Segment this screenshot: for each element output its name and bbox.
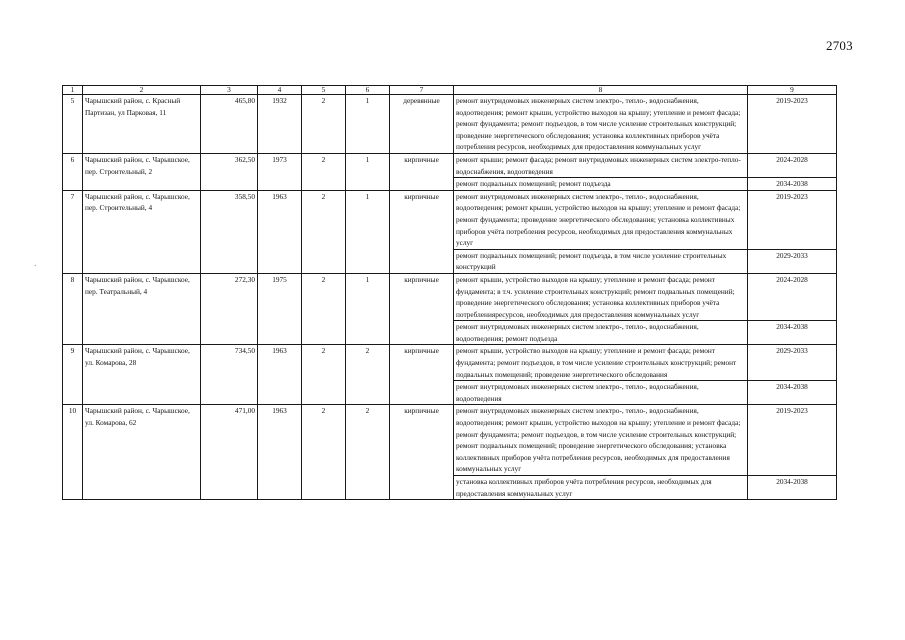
column-header: 5 xyxy=(302,86,346,95)
column-header: 6 xyxy=(346,86,390,95)
area-cell: 734,50 xyxy=(201,345,258,405)
row-number: 6 xyxy=(63,153,83,190)
year-cell: 1975 xyxy=(258,273,302,345)
period-cell: 2024-2028 xyxy=(748,153,837,177)
table-row xyxy=(63,190,837,249)
header-row xyxy=(63,86,837,95)
repair-works-cell: ремонт крыши, устройство выходов на крышу; утепление и ремонт фасада; ремонт фундамента; ремонт подъездов, в том числе усиление строительных конструкций; ремонт подвальных помещений; проведение энергетического обследования xyxy=(454,345,748,381)
area-cell: 471,00 xyxy=(201,405,258,500)
repair-works-cell: ремонт подвальных помещений; ремонт подъезда xyxy=(454,178,748,191)
floors-cell: 2 xyxy=(302,190,346,273)
repair-works-cell: ремонт внутридомовых инженерных систем электро-, тепло-, водоснабжения, водоотведения; ремонт подъезда xyxy=(454,321,748,345)
year-cell: 1963 xyxy=(258,190,302,273)
period-cell: 2019-2023 xyxy=(748,95,837,154)
column-header: 4 xyxy=(258,86,302,95)
address-cell: Чарышский район, с. Чарышское, пер. Строительный, 4 xyxy=(83,190,201,273)
row-number: 10 xyxy=(63,405,83,500)
row-number: 8 xyxy=(63,273,83,345)
period-cell: 2019-2023 xyxy=(748,190,837,249)
entrances-cell: 1 xyxy=(346,273,390,345)
year-cell: 1973 xyxy=(258,153,302,190)
area-cell: 358,50 xyxy=(201,190,258,273)
entrances-cell: 2 xyxy=(346,405,390,500)
row-number: 5 xyxy=(63,95,83,154)
margin-mark: . xyxy=(34,258,37,269)
floors-cell: 2 xyxy=(302,273,346,345)
entrances-cell: 1 xyxy=(346,190,390,273)
repair-works-cell: ремонт внутридомовых инженерных систем электро-, тепло-, водоснабжения, водоотведения; ремонт крыши, устройство выходов на крышу; утепление и ремонт фасада; ремонт фундамента; проведение энергетического обследования; установка коллективных приборов учёта потребления ресурсов, необходимых для предоставления коммунальных услуг xyxy=(454,190,748,249)
entrances-cell: 2 xyxy=(346,345,390,405)
column-header: 3 xyxy=(201,86,258,95)
table-row xyxy=(63,153,837,177)
period-cell: 2024-2028 xyxy=(748,273,837,320)
floors-cell: 2 xyxy=(302,95,346,154)
address-cell: Чарышский район, с. Чарышское, пер. Строительный, 2 xyxy=(83,153,201,190)
table-row xyxy=(63,405,837,476)
address-cell: Чарышский район, с. Чарышское, ул. Комарова, 28 xyxy=(83,345,201,405)
period-cell: 2029-2033 xyxy=(748,249,837,273)
column-header: 7 xyxy=(390,86,454,95)
year-cell: 1963 xyxy=(258,405,302,500)
repair-works-cell: установка коллективных приборов учёта потребления ресурсов, необходимых для предоставления коммунальных услуг xyxy=(454,476,748,500)
floors-cell: 2 xyxy=(302,345,346,405)
area-cell: 272,30 xyxy=(201,273,258,345)
floors-cell: 2 xyxy=(302,405,346,500)
repair-works-cell: ремонт крыши; ремонт фасада; ремонт внутридомовых инженерных систем электро-тепло-водоснабжения, водоотведения xyxy=(454,153,748,177)
table-row xyxy=(63,95,837,154)
column-header: 2 xyxy=(83,86,201,95)
year-cell: 1932 xyxy=(258,95,302,154)
period-cell: 2019-2023 xyxy=(748,405,837,476)
table-row xyxy=(63,273,837,320)
repair-works-cell: ремонт внутридомовых инженерных систем электро-, тепло-, водоснабжения, водоотведения; ремонт крыши, устройство выходов на крышу; утепление и ремонт фасада; ремонт фундамента; ремонт подъездов, в том числе усиление строительных конструкций; проведение энергетического обследования; установка коллективных приборов учёта потребления ресурсов, необходимых для предоставления коммунальных услуг xyxy=(454,95,748,154)
column-header: 8 xyxy=(454,86,748,95)
address-cell: Чарышский район, с. Чарышское, ул. Комарова, 62 xyxy=(83,405,201,500)
wall-material-cell: кирпичные xyxy=(390,405,454,500)
row-number: 7 xyxy=(63,190,83,273)
housing-repair-table xyxy=(62,85,837,500)
table-row xyxy=(63,345,837,381)
period-cell: 2034-2038 xyxy=(748,321,837,345)
column-header: 9 xyxy=(748,86,837,95)
wall-material-cell: кирпичные xyxy=(390,345,454,405)
repair-works-cell: ремонт крыши, устройство выходов на крышу; утепление и ремонт фасада; ремонт фундамента; в т.ч. усиление строительных конструкций; ремонт подвальных помещений; проведение энергетического обследования; установка коллективных приборов учёта потребленияресурсов, необходимых для предоставления коммунальных услуг xyxy=(454,273,748,320)
area-cell: 362,50 xyxy=(201,153,258,190)
year-cell: 1963 xyxy=(258,345,302,405)
repair-works-cell: ремонт подвальных помещений; ремонт подъезда, в том числе усиление строительных конструкций xyxy=(454,249,748,273)
period-cell: 2029-2033 xyxy=(748,345,837,381)
address-cell: Чарышский район, с. Красный Партизан, ул Парковая, 11 xyxy=(83,95,201,154)
entrances-cell: 1 xyxy=(346,95,390,154)
wall-material-cell: кирпичные xyxy=(390,273,454,345)
wall-material-cell: кирпичные xyxy=(390,153,454,190)
wall-material-cell: кирпичные xyxy=(390,190,454,273)
repair-works-cell: ремонт внутридомовых инженерных систем электро-, тепло-, водоснабжения, водоотведения xyxy=(454,381,748,405)
row-number: 9 xyxy=(63,345,83,405)
repair-works-cell: ремонт внутридомовых инженерных систем электро-, тепло-, водоснабжения, водоотведения; ремонт крыши, устройство выходов на крышу; утепление и ремонт фасада; ремонт фундамента; ремонт подъездов, в том числе усиление строительных конструкций; ремонт подвальных помещений; проведение энергетического обследования; установка коллективных приборов учёта потребления ресурсов, необходимых для предоставления коммунальных услуг xyxy=(454,405,748,476)
period-cell: 2034-2038 xyxy=(748,381,837,405)
address-cell: Чарышский район, с. Чарышское, пер. Театральный, 4 xyxy=(83,273,201,345)
floors-cell: 2 xyxy=(302,153,346,190)
wall-material-cell: деревянные xyxy=(390,95,454,154)
entrances-cell: 1 xyxy=(346,153,390,190)
period-cell: 2034-2038 xyxy=(748,476,837,500)
column-header: 1 xyxy=(63,86,83,95)
page-number: 2703 xyxy=(826,38,853,53)
period-cell: 2034-2038 xyxy=(748,178,837,191)
area-cell: 465,80 xyxy=(201,95,258,154)
